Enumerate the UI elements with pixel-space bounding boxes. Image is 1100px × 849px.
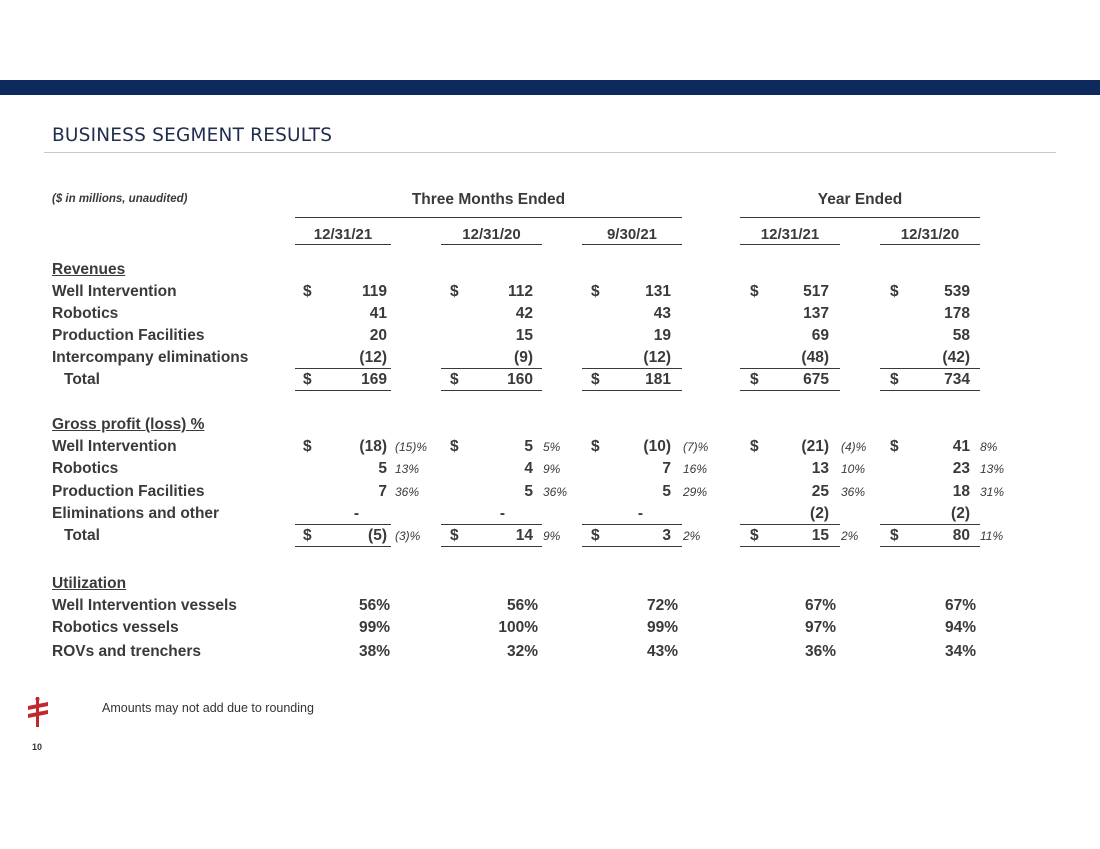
value-cell: 41 <box>952 438 970 455</box>
value-cell: 178 <box>944 305 970 322</box>
value-cell: 7 <box>662 460 671 477</box>
subtotal-rule <box>740 524 840 525</box>
total-value-cell: 80 <box>952 527 970 544</box>
date-header-col1: 12/31/21 <box>313 226 373 243</box>
total-value-cell: 15 <box>811 527 829 544</box>
utilization-cell: 56% <box>506 597 538 614</box>
group-rule-year <box>740 217 980 218</box>
value-cell: (10) <box>643 438 671 455</box>
value-cell: 119 <box>361 283 387 300</box>
currency-symbol: $ <box>591 371 600 388</box>
percent-cell: 2% <box>683 529 701 543</box>
value-cell: 5 <box>524 438 533 455</box>
percent-cell: 11% <box>980 529 1004 543</box>
subtotal-rule <box>880 524 980 525</box>
percent-cell: (3)% <box>395 529 421 543</box>
value-cell: 43 <box>653 305 671 322</box>
total-value-cell: 14 <box>515 527 533 544</box>
subtotal-rule <box>582 368 682 369</box>
percent-cell: 9% <box>543 529 561 543</box>
subtotal-rule <box>441 524 542 525</box>
value-cell: (2) <box>810 505 829 522</box>
header-bar <box>0 80 1100 95</box>
value-cell: (48) <box>801 349 829 366</box>
row-label: Robotics <box>52 305 119 322</box>
group-header-year: Year Ended <box>817 191 903 208</box>
company-logo-icon <box>26 697 50 727</box>
total-rule <box>582 390 682 391</box>
currency-symbol: $ <box>303 371 312 388</box>
date-rule <box>740 244 840 245</box>
value-cell: 58 <box>952 327 970 344</box>
percent-cell: 13% <box>395 462 420 476</box>
row-label: Well Intervention <box>52 283 177 300</box>
value-cell: 13 <box>811 460 829 477</box>
row-label-total: Total <box>64 371 100 388</box>
currency-symbol: $ <box>750 527 759 544</box>
utilization-cell: 43% <box>646 643 678 660</box>
date-rule <box>441 244 542 245</box>
total-value-cell: 734 <box>944 371 970 388</box>
units-note: ($ in millions, unaudited) <box>52 193 188 205</box>
row-label: Well Intervention vessels <box>52 597 237 614</box>
subtotal-rule <box>582 524 682 525</box>
currency-symbol: $ <box>450 283 459 300</box>
percent-cell: 9% <box>543 462 561 476</box>
date-rule <box>295 244 391 245</box>
value-cell: 131 <box>645 283 671 300</box>
row-label: Robotics <box>52 460 119 477</box>
value-cell: 5 <box>662 483 671 500</box>
percent-cell: 29% <box>683 485 708 499</box>
page-number: 10 <box>32 742 43 752</box>
currency-symbol: $ <box>303 527 312 544</box>
utilization-cell: 94% <box>944 619 976 636</box>
utilization-cell: 67% <box>804 597 836 614</box>
currency-symbol: $ <box>450 371 459 388</box>
value-cell: (21) <box>801 438 829 455</box>
total-rule <box>740 390 840 391</box>
total-value-cell: 169 <box>361 371 387 388</box>
value-cell: 25 <box>811 483 829 500</box>
date-header-col3: 9/30/21 <box>606 226 658 243</box>
percent-cell: 31% <box>980 485 1005 499</box>
currency-symbol: $ <box>450 527 459 544</box>
row-label: Production Facilities <box>52 483 205 500</box>
percent-cell: 10% <box>841 462 866 476</box>
utilization-cell: 72% <box>646 597 678 614</box>
total-value-cell: 675 <box>803 371 829 388</box>
utilization-cell: 67% <box>944 597 976 614</box>
value-cell: - <box>353 505 359 522</box>
total-value-cell: 160 <box>507 371 533 388</box>
value-cell: 69 <box>811 327 829 344</box>
total-rule <box>582 546 682 547</box>
utilization-cell: 38% <box>358 643 390 660</box>
value-cell: 15 <box>515 327 533 344</box>
subtotal-rule <box>880 368 980 369</box>
utilization-cell: 100% <box>498 619 538 636</box>
utilization-cell: 99% <box>646 619 678 636</box>
percent-cell: (4)% <box>841 440 867 454</box>
percent-cell: 2% <box>841 529 859 543</box>
currency-symbol: $ <box>890 371 899 388</box>
value-cell: (18) <box>359 438 387 455</box>
row-label: Intercompany eliminations <box>52 349 249 366</box>
percent-cell: 36% <box>395 485 420 499</box>
subtotal-rule <box>295 368 391 369</box>
value-cell: 19 <box>653 327 671 344</box>
row-label-total: Total <box>64 527 100 544</box>
currency-symbol: $ <box>890 527 899 544</box>
currency-symbol: $ <box>890 438 899 455</box>
total-rule <box>880 546 980 547</box>
percent-cell: 36% <box>841 485 866 499</box>
date-rule <box>880 244 980 245</box>
value-cell: 23 <box>952 460 970 477</box>
percent-cell: 5% <box>543 440 561 454</box>
footnote: Amounts may not add due to rounding <box>102 701 314 715</box>
row-label: Robotics vessels <box>52 619 179 636</box>
value-cell: 517 <box>803 283 829 300</box>
currency-symbol: $ <box>591 283 600 300</box>
utilization-cell: 34% <box>944 643 976 660</box>
utilization-cell: 99% <box>358 619 390 636</box>
value-cell: 42 <box>515 305 533 322</box>
total-value-cell: 3 <box>662 527 671 544</box>
group-header-three-months: Three Months Ended <box>411 191 566 208</box>
value-cell: (12) <box>359 349 387 366</box>
total-value-cell: 181 <box>645 371 671 388</box>
subtotal-rule <box>740 368 840 369</box>
value-cell: (9) <box>514 349 533 366</box>
percent-cell: 8% <box>980 440 998 454</box>
value-cell: 5 <box>378 460 387 477</box>
title-divider <box>44 152 1056 153</box>
total-rule <box>740 546 840 547</box>
row-label: ROVs and trenchers <box>52 643 202 660</box>
currency-symbol: $ <box>303 283 312 300</box>
utilization-cell: 32% <box>506 643 538 660</box>
total-rule <box>441 390 542 391</box>
row-label: Production Facilities <box>52 327 205 344</box>
currency-symbol: $ <box>450 438 459 455</box>
percent-cell: 13% <box>980 462 1005 476</box>
value-cell: 4 <box>524 460 533 477</box>
value-cell: (2) <box>951 505 970 522</box>
value-cell: 20 <box>369 327 387 344</box>
value-cell: 7 <box>378 483 387 500</box>
currency-symbol: $ <box>303 438 312 455</box>
total-value-cell: (5) <box>368 527 387 544</box>
currency-symbol: $ <box>890 283 899 300</box>
subtotal-rule <box>441 368 542 369</box>
value-cell: 18 <box>952 483 970 500</box>
value-cell: 5 <box>524 483 533 500</box>
subtotal-rule <box>295 524 391 525</box>
currency-symbol: $ <box>750 371 759 388</box>
section-heading-gross-profit: Gross profit (loss) % <box>52 416 205 433</box>
value-cell: 137 <box>803 305 829 322</box>
percent-cell: 36% <box>543 485 568 499</box>
percent-cell: (15)% <box>395 440 428 454</box>
currency-symbol: $ <box>750 283 759 300</box>
value-cell: (42) <box>942 349 970 366</box>
total-rule <box>295 390 391 391</box>
row-label: Well Intervention <box>52 438 177 455</box>
value-cell: 112 <box>507 283 533 300</box>
percent-cell: (7)% <box>683 440 709 454</box>
utilization-cell: 36% <box>804 643 836 660</box>
currency-symbol: $ <box>591 438 600 455</box>
value-cell: - <box>499 505 505 522</box>
value-cell: - <box>637 505 643 522</box>
group-rule-three-months <box>295 217 682 218</box>
date-rule <box>582 244 682 245</box>
currency-symbol: $ <box>750 438 759 455</box>
utilization-cell: 56% <box>358 597 390 614</box>
value-cell: 41 <box>369 305 387 322</box>
section-heading-utilization: Utilization <box>52 575 127 592</box>
value-cell: (12) <box>643 349 671 366</box>
date-header-col2: 12/31/20 <box>462 226 521 243</box>
total-rule <box>880 390 980 391</box>
currency-symbol: $ <box>591 527 600 544</box>
page-title: BUSINESS SEGMENT RESULTS <box>52 125 333 146</box>
utilization-cell: 97% <box>804 619 836 636</box>
percent-cell: 16% <box>683 462 708 476</box>
date-header-col5: 12/31/20 <box>900 226 960 243</box>
date-header-col4: 12/31/21 <box>760 226 820 243</box>
row-label: Eliminations and other <box>52 505 220 522</box>
total-rule <box>441 546 542 547</box>
section-heading-revenues: Revenues <box>52 261 126 278</box>
total-rule <box>295 546 391 547</box>
value-cell: 539 <box>944 283 970 300</box>
